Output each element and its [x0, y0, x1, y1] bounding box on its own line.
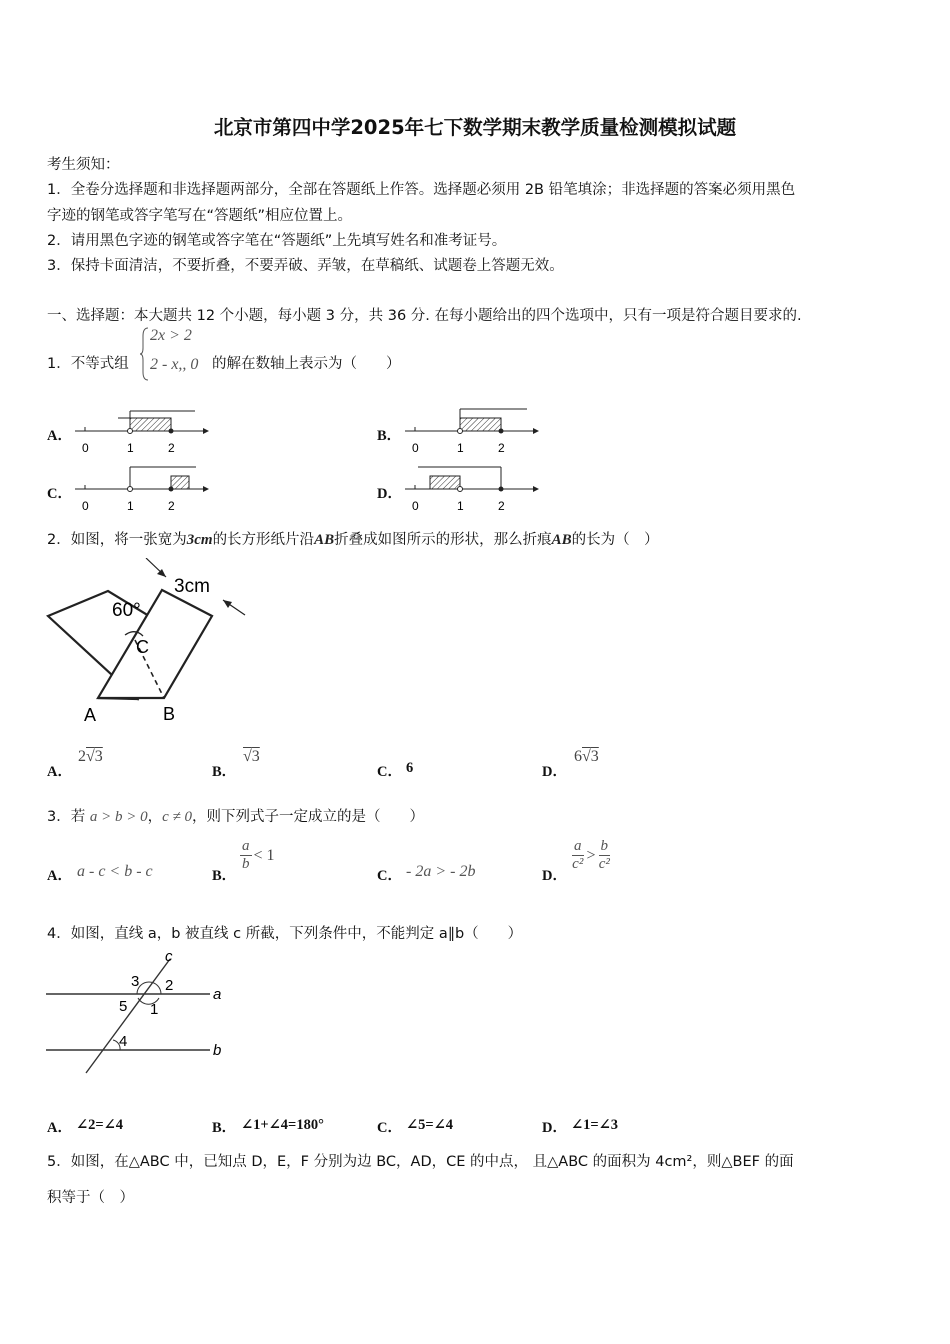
- q3-separator: ，: [147, 809, 163, 825]
- q2-angle-label: 60°: [112, 600, 141, 621]
- q4-angle-5: 5: [119, 998, 128, 1015]
- tick-1: 1: [457, 441, 464, 455]
- q4-option-c-value[interactable]: ∠5=∠4: [406, 1117, 454, 1133]
- q4-figure: [40, 945, 240, 1080]
- q1-system-line-2: 2 - x,, 0: [150, 356, 199, 373]
- q2-text-c: 折叠成如图所示的形状，那么折痕: [334, 532, 552, 548]
- q1-option-c-numberline[interactable]: [70, 458, 210, 518]
- q3-option-a-label[interactable]: A．: [47, 868, 72, 884]
- q2-point-c: C: [136, 637, 149, 657]
- q4-text: 4．如图，直线 a，b 被直线 c 所截，下列条件中，不能判定 a∥b（ ）: [47, 926, 523, 942]
- q4-option-d-label[interactable]: D．: [542, 1120, 567, 1136]
- q2-b-radicand: √3: [243, 748, 260, 765]
- q2-option-a-label[interactable]: A．: [47, 764, 72, 780]
- q1-option-b-numberline[interactable]: [400, 400, 540, 460]
- q3-d-fraction-left: $\frac{a}{\text{c²}}$: [572, 838, 584, 872]
- q2-option-b-value[interactable]: [243, 748, 260, 766]
- tick-0: 0: [412, 499, 419, 513]
- q2-option-a-value[interactable]: [78, 748, 103, 766]
- q2-d-coef: 6: [574, 748, 582, 765]
- q4-line-a: a: [213, 986, 222, 1003]
- q3-d-fraction-right: $\frac{b}{\text{c²}}$: [598, 838, 610, 872]
- q1-brace: [140, 326, 150, 382]
- q4-option-c-label[interactable]: C．: [377, 1120, 402, 1136]
- q2-ab-2: AB: [551, 532, 572, 548]
- q3-option-c-label[interactable]: C．: [377, 868, 402, 884]
- q1-option-b-label[interactable]: B．: [377, 428, 402, 444]
- q3-d-relation: >: [586, 846, 596, 864]
- q1-option-a-label[interactable]: A．: [47, 428, 72, 444]
- q2-a-coef: 2: [78, 748, 86, 765]
- q4-angle-2: 2: [165, 977, 174, 994]
- q4-option-b-label[interactable]: B．: [212, 1120, 237, 1136]
- q2-d-radicand: √3: [582, 748, 599, 765]
- q3-option-c-value[interactable]: - 2a > - 2b: [406, 863, 476, 880]
- q4-option-a-label[interactable]: A．: [47, 1120, 72, 1136]
- q3-option-d-value[interactable]: [572, 838, 610, 872]
- tick-0: 0: [412, 441, 419, 455]
- tick-2: 2: [168, 441, 175, 455]
- notice-line-2: 2．请用黑色字迹的钢笔或答字笔在“答题纸”上先填写姓名和准考证号。: [47, 233, 507, 249]
- section-heading: 一、选择题：本大题共 12 个小题，每小题 3 分，共 36 分. 在每小题给出的四个选项中，只有一项是符合题目要求的.: [47, 308, 802, 324]
- q2-text-a: 2．如图，将一张宽为: [47, 532, 187, 548]
- q1-prefix: 1．不等式组: [47, 356, 129, 372]
- q4-angle-1: 1: [150, 1001, 159, 1018]
- q3-option-b-label[interactable]: B．: [212, 868, 237, 884]
- tick-2: 2: [168, 499, 175, 513]
- q4-angle-4: 4: [119, 1033, 128, 1050]
- q1-system-line-1: 2x > 2: [150, 327, 192, 344]
- tick-2: 2: [498, 499, 505, 513]
- q3-b-fraction: $\frac{a}{b}$: [242, 838, 250, 872]
- q2-text-b: 的长方形纸片沿: [212, 532, 315, 548]
- q4-line-b: b: [213, 1042, 222, 1059]
- tick-1: 1: [457, 499, 464, 513]
- tick-0: 0: [82, 441, 89, 455]
- q3-option-d-label[interactable]: D．: [542, 868, 567, 884]
- q4-option-b-value[interactable]: ∠1+∠4=180°: [241, 1117, 324, 1133]
- q2-option-b-label[interactable]: B．: [212, 764, 237, 780]
- q2-figure: [40, 558, 255, 728]
- q3-option-a-value[interactable]: a - c < b - c: [77, 863, 153, 880]
- q3-text: [47, 805, 424, 826]
- q4-angle-3: 3: [131, 973, 140, 990]
- q5-line-2: 积等于（ ）: [47, 1190, 134, 1206]
- q2-option-c-value[interactable]: 6: [406, 760, 414, 776]
- q4-option-d-value[interactable]: ∠1=∠3: [571, 1117, 619, 1133]
- q3-option-b-value[interactable]: [240, 838, 275, 872]
- q3-prefix: 3．若: [47, 809, 86, 825]
- q2-option-c-label[interactable]: C．: [377, 764, 402, 780]
- q1-option-a-numberline[interactable]: [70, 400, 210, 460]
- q2-dim-label: 3cm: [174, 576, 210, 597]
- q2-point-b: B: [163, 704, 176, 724]
- notice-line-1a: 1．全卷分选择题和非选择题两部分，全部在答题纸上作答。选择题必须用 2B 铅笔填涂；非选择题的答案必须用黑色: [47, 182, 796, 198]
- page-title: 北京市第四中学2025年七下数学期末教学质量检测模拟试题: [213, 116, 737, 139]
- q3-suffix: ，则下列式子一定成立的是（ ）: [191, 809, 424, 825]
- notice-heading: 考生须知：: [47, 157, 120, 173]
- tick-1: 1: [127, 499, 134, 513]
- q2-text: [47, 528, 659, 549]
- q3-b-relation: < 1: [253, 846, 275, 864]
- q2-ab: AB: [314, 532, 335, 548]
- q5-line-1: 5．如图，在△ABC 中，已知点 D，E，F 分别为边 BC，AD，CE 的中点， 且△ABC 的面积为 4cm²，则△BEF 的面: [47, 1154, 794, 1170]
- q4-option-a-value[interactable]: ∠2=∠4: [76, 1117, 124, 1133]
- q2-point-a: A: [84, 705, 97, 725]
- q2-text-d: 的长为（ ）: [571, 532, 659, 548]
- tick-2: 2: [498, 441, 505, 455]
- tick-0: 0: [82, 499, 89, 513]
- notice-line-3: 3．保持卡面清洁，不要折叠，不要弄破、弄皱，在草稿纸、试题卷上答题无效。: [47, 258, 564, 274]
- tick-1: 1: [127, 441, 134, 455]
- q2-option-d-label[interactable]: D．: [542, 764, 567, 780]
- q3-condition-1: a > b > 0: [89, 809, 148, 825]
- q1-option-d-numberline[interactable]: [400, 458, 540, 518]
- notice-line-1b: 字迹的钢笔或答字笔写在“答题纸”相应位置上。: [47, 208, 353, 224]
- q2-option-d-value[interactable]: [574, 748, 599, 766]
- q1-option-d-label[interactable]: D．: [377, 486, 402, 502]
- q3-condition-2: c ≠ 0: [162, 809, 192, 825]
- q2-width: 3cm: [186, 532, 213, 548]
- q2-a-radicand: √3: [86, 748, 103, 765]
- q4-line-c: c: [165, 948, 173, 965]
- q1-option-c-label[interactable]: C．: [47, 486, 72, 502]
- q1-suffix: 的解在数轴上表示为（ ）: [212, 356, 401, 372]
